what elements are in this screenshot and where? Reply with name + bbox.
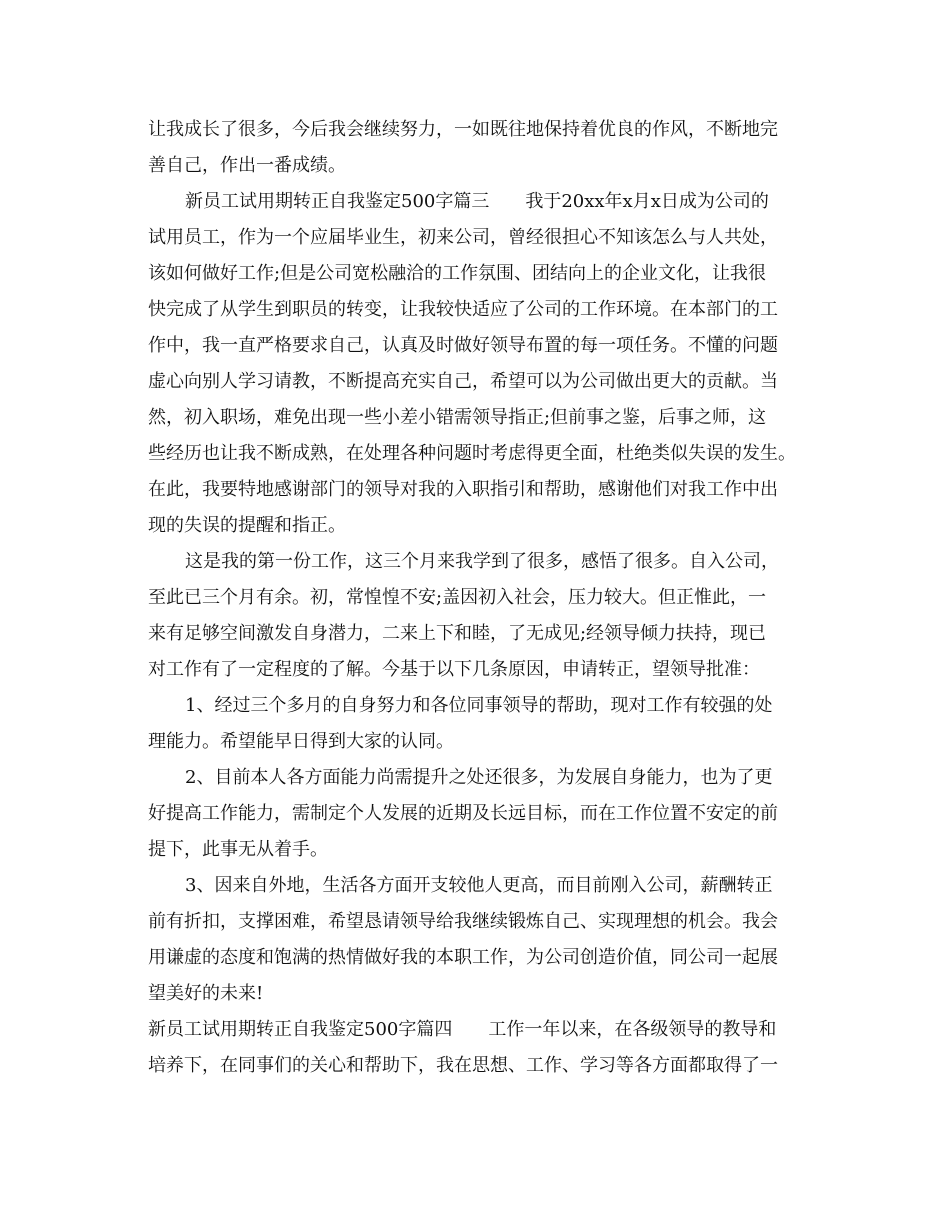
text-line: 新员工试用期转正自我鉴定500字篇三 我于20xx年x月x日成为公司的	[185, 191, 769, 212]
text-line: 现的失误的提醒和指正。	[148, 515, 346, 536]
text-line: 前有折扣，支撑困难，希望恳请领导给我继续锻炼自己、实现理想的机会。我会	[148, 911, 778, 932]
text-line: 新员工试用期转正自我鉴定500字篇四 工作一年以来，在各级领导的教导和	[148, 1019, 777, 1040]
text-line: 在此，我要特地感谢部门的领导对我的入职指引和帮助，感谢他们对我工作中出	[148, 479, 778, 500]
text-line: 至此已三个月有余。初，常惶惶不安;盖因初入社会，压力较大。但正惟此，一	[148, 587, 767, 608]
text-line: 理能力。希望能早日得到大家的认同。	[148, 731, 454, 752]
text-line: 些经历也让我不断成熟，在处理各种问题时考虑得更全面，杜绝类似失误的发生。	[148, 443, 796, 464]
text-line: 好提高工作能力，需制定个人发展的近期及长远目标，而在工作位置不安定的前	[148, 803, 778, 824]
text-line: 虚心向别人学习请教，不断提高充实自己，希望可以为公司做出更大的贡献。当	[148, 371, 778, 392]
text-line: 试用员工，作为一个应届毕业生，初来公司，曾经很担心不知该怎么与人共处，	[148, 227, 778, 248]
text-line: 培养下，在同事们的关心和帮助下，我在思想、工作、学习等各方面都取得了一	[148, 1055, 778, 1076]
text-line: 善自己，作出一番成绩。	[148, 155, 346, 176]
text-line: 该如何做好工作;但是公司宽松融洽的工作氛围、团结向上的企业文化，让我很	[148, 263, 767, 284]
text-line: 2、目前本人各方面能力尚需提升之处还很多，为发展自身能力，也为了更	[185, 767, 773, 788]
text-line: 来有足够空间激发自身潜力，二来上下和睦，了无成见;经领导倾力扶持，现已	[148, 623, 767, 644]
text-line: 1、经过三个多月的自身努力和各位同事领导的帮助，现对工作有较强的处	[185, 695, 773, 716]
text-line: 这是我的第一份工作，这三个月来我学到了很多，感悟了很多。自入公司，	[185, 551, 779, 572]
text-line: 提下，此事无从着手。	[148, 839, 328, 860]
text-line: 望美好的未来!	[148, 983, 264, 1004]
text-line: 让我成长了很多，今后我会继续努力，一如既往地保持着优良的作风，不断地完	[148, 119, 778, 140]
text-line: 用谦虚的态度和饱满的热情做好我的本职工作，为公司创造价值，同公司一起展	[148, 947, 778, 968]
document-body	[148, 112, 828, 1084]
text-line: 作中，我一直严格要求自己，认真及时做好领导布置的每一项任务。不懂的问题	[148, 335, 778, 356]
text-line: 3、因来自外地，生活各方面开支较他人更高，而目前刚入公司，薪酬转正	[185, 875, 773, 896]
text-line: 然，初入职场，难免出现一些小差小错需领导指正;但前事之鉴，后事之师，这	[148, 407, 767, 428]
text-line: 对工作有了一定程度的了解。今基于以下几条原因，申请转正，望领导批准：	[148, 659, 760, 680]
text-line: 快完成了从学生到职员的转变，让我较快适应了公司的工作环境。在本部门的工	[148, 299, 778, 320]
